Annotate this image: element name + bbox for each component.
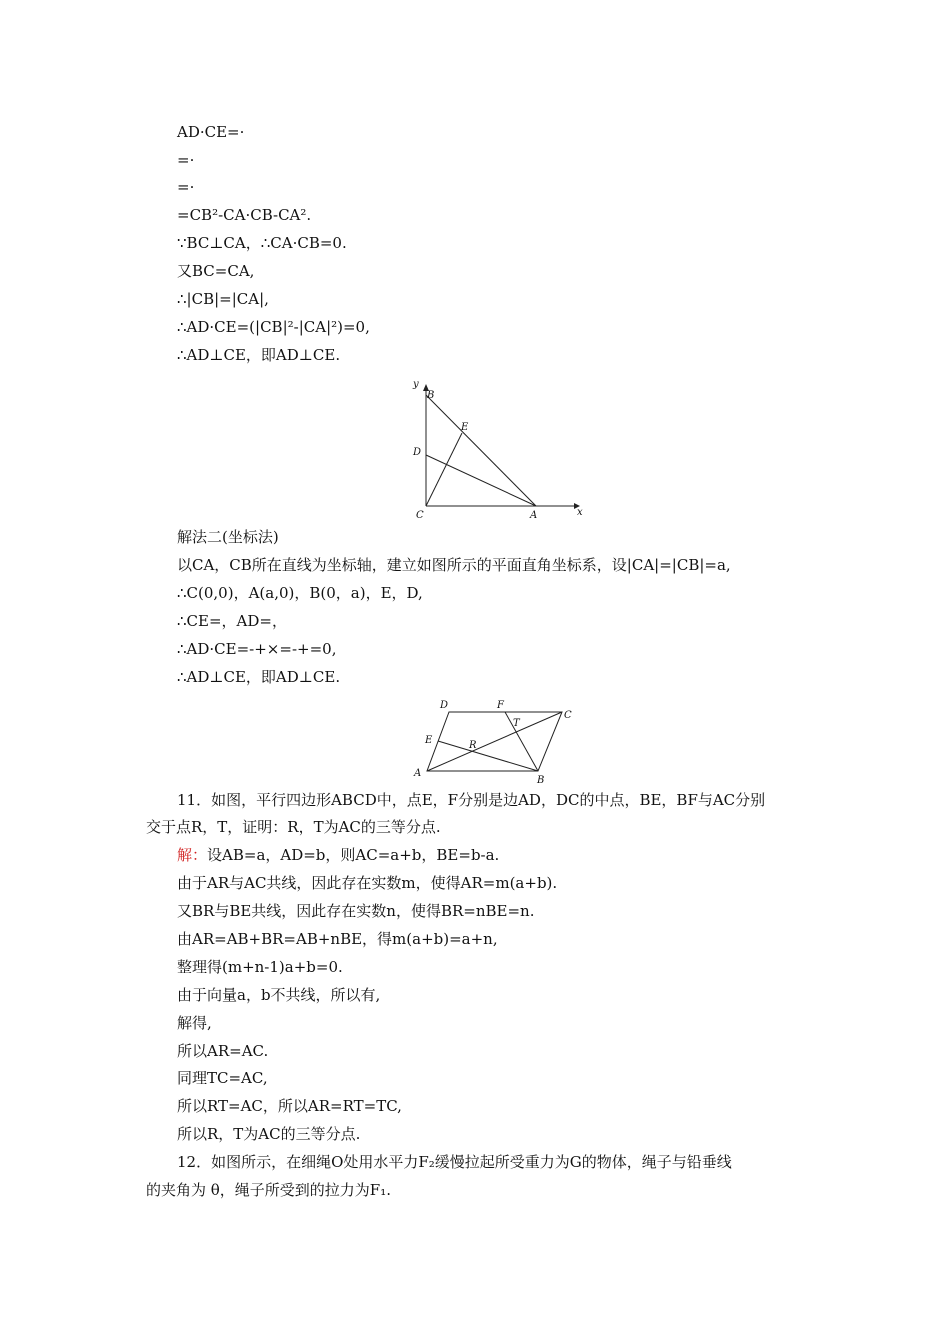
label-A: A xyxy=(414,768,422,779)
problem11-line-7: 所以AR=AC. xyxy=(177,1042,269,1060)
proof1-line-9: ∴AD⊥CE，即AD⊥CE. xyxy=(177,346,341,364)
label-E: E xyxy=(425,735,433,746)
problem11-line-4: 整理得(m+n-1)a+b=0. xyxy=(177,958,343,976)
problem12-statement-line-2: 的夹角为 θ，绳子所受到的拉力为F₁. xyxy=(146,1181,391,1199)
label-B: B xyxy=(427,390,435,401)
proof1-line-1: AD·CE=· xyxy=(177,123,245,141)
label-C: C xyxy=(416,510,424,521)
proof2-line-4: ∴CE=，AD=， xyxy=(177,612,287,630)
segment-BE xyxy=(438,741,538,771)
problem11-line-3: 由AR=AB+BR=AB+nBE，得m(a+b)=a+n, xyxy=(177,930,498,948)
label-T: T xyxy=(513,718,520,729)
parallelogram-diagram xyxy=(405,695,585,787)
problem11-solution-first-line xyxy=(177,845,499,865)
label-F: F xyxy=(497,700,504,711)
problem11-statement-line-1: 11．如图，平行四边形ABCD中，点E，F分别是边AD，DC的中点，BE，BF与AC分别 xyxy=(177,791,766,809)
proof1-line-2: =· xyxy=(177,151,195,169)
proof1-line-6: 又BC=CA, xyxy=(177,262,255,280)
problem12-statement-line-1: 12．如图所示，在细绳O处用水平力F₂缓慢拉起所受重力为G的物体，绳子与铅垂线 xyxy=(177,1153,732,1171)
problem11-line-5: 由于向量a，b不共线，所以有, xyxy=(177,986,381,1004)
label-D: D xyxy=(413,447,422,458)
problem11-line-2: 又BR与BE共线，因此存在实数n，使得BR=nBE=n. xyxy=(177,902,535,920)
label-B: B xyxy=(537,775,545,786)
proof1-line-8: ∴AD·CE=(|CB|²-|CA|²)=0, xyxy=(177,318,370,336)
proof2-line-3: ∴C(0,0)，A(a,0)，B(0，a)，E，D, xyxy=(177,584,423,602)
proof1-line-4: =CB²-CA·CB-CA². xyxy=(177,206,312,224)
proof2-line-6: ∴AD⊥CE，即AD⊥CE. xyxy=(177,668,341,686)
label-A: A xyxy=(530,510,538,521)
problem11-line-1: 由于AR与AC共线，因此存在实数m，使得AR=m(a+b). xyxy=(177,874,558,892)
problem11-line-10: 所以R，T为AC的三等分点. xyxy=(177,1125,361,1143)
problem11-line-6: 解得, xyxy=(177,1014,212,1032)
solution-first-text: 设AB=a，AD=b，则AC=a+b，BE=b-a. xyxy=(207,846,500,864)
proof1-line-5: ∵BC⊥CA，∴CA·CB=0. xyxy=(177,234,347,252)
label-y: y xyxy=(413,379,419,390)
label-E: E xyxy=(461,422,469,433)
segment-BA xyxy=(426,395,536,506)
label-x: x xyxy=(577,507,583,518)
coordinate-diagram xyxy=(400,375,590,525)
problem11-line-8: 同理TC=AC, xyxy=(177,1069,268,1087)
proof2-line-5: ∴AD·CE=-+×=-+=0, xyxy=(177,640,337,658)
segment-DA xyxy=(426,455,536,506)
solution-label: 解： xyxy=(177,846,208,864)
label-C: C xyxy=(564,710,572,721)
figure-coordinate-triangle xyxy=(400,375,590,525)
label-D: D xyxy=(440,700,449,711)
proof2-line-2: 以CA，CB所在直线为坐标轴，建立如图所示的平面直角坐标系，设|CA|=|CB|=a, xyxy=(177,556,731,574)
label-R: R xyxy=(469,740,477,751)
problem11-statement-line-2: 交于点R，T，证明：R，T为AC的三等分点. xyxy=(146,818,441,836)
problem11-line-9: 所以RT=AC，所以AR=RT=TC, xyxy=(177,1097,402,1115)
proof1-line-7: ∴|CB|=|CA|, xyxy=(177,290,269,308)
figure-parallelogram xyxy=(405,695,585,787)
proof1-line-3: =· xyxy=(177,178,195,196)
proof2-line-1: 解法二(坐标法) xyxy=(177,528,279,546)
